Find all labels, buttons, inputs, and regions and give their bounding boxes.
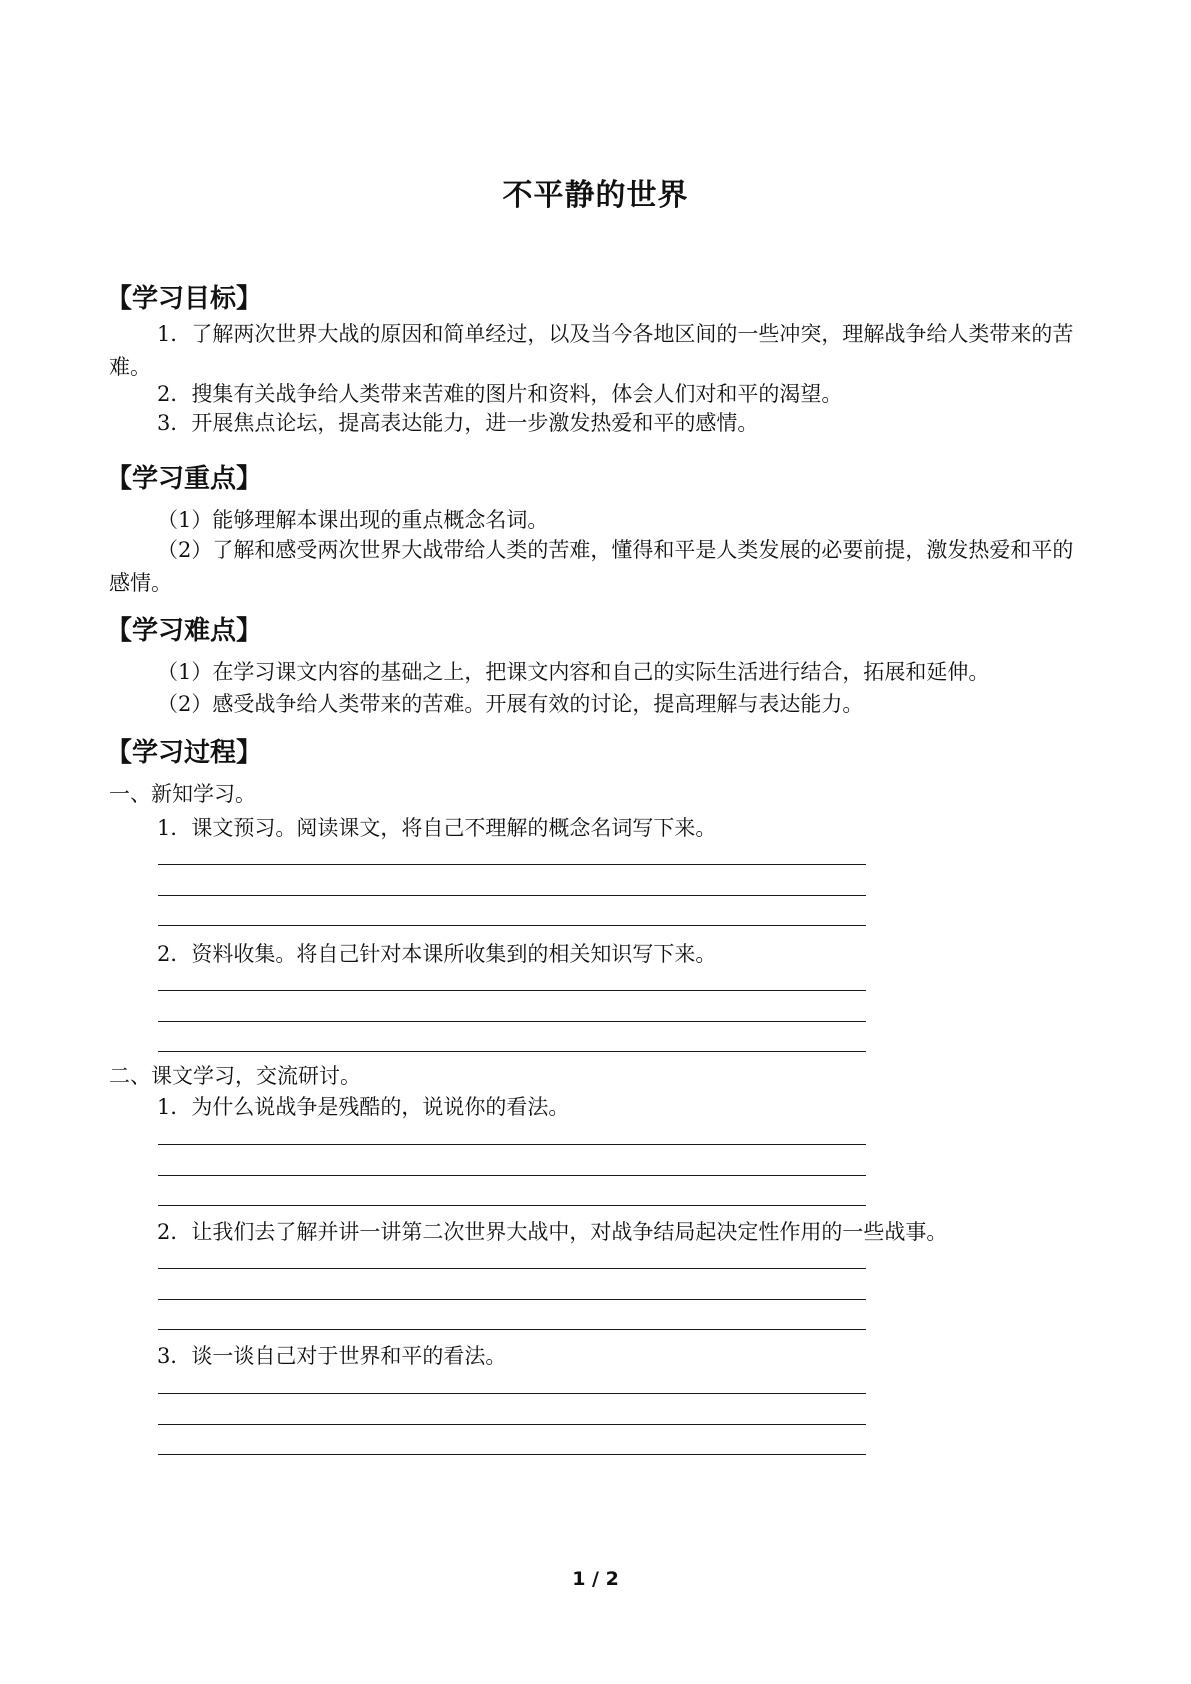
part2-question-1: 1．为什么说战争是残酷的，说说你的看法。: [157, 1095, 570, 1119]
heading-difficulties: 【学习难点】: [106, 616, 263, 646]
part2-title: 二、课文学习，交流研讨。: [109, 1064, 361, 1088]
key-point-1: （1）能够理解本课出现的重点概念名词。: [157, 508, 549, 532]
heading-key-points: 【学习重点】: [106, 464, 263, 494]
answer-line[interactable]: [158, 1268, 866, 1269]
part1-question-2: 2．资料收集。将自己针对本课所收集到的相关知识写下来。: [157, 942, 717, 966]
key-point-2: （2）了解和感受两次世界大战带给人类的苦难，懂得和平是人类发展的必要前提，激发热爱和平的感情。: [109, 538, 1074, 595]
answer-line[interactable]: [158, 1205, 866, 1206]
part2-question-3: 3．谈一谈自己对于世界和平的看法。: [157, 1344, 507, 1368]
answer-line[interactable]: [158, 1424, 866, 1425]
answer-line[interactable]: [158, 1051, 866, 1052]
answer-line[interactable]: [158, 1454, 866, 1455]
answer-line[interactable]: [158, 895, 866, 896]
difficulty-2: （2）感受战争给人类带来的苦难。开展有效的讨论，提高理解与表达能力。: [157, 692, 864, 716]
answer-line[interactable]: [158, 1299, 866, 1300]
answer-line[interactable]: [158, 925, 866, 926]
goal-item-2: 2．搜集有关战争给人类带来苦难的图片和资料，体会人们对和平的渴望。: [157, 382, 843, 406]
part2-question-2: 2．让我们去了解并讲一讲第二次世界大战中，对战争结局起决定性作用的一些战事。: [157, 1220, 948, 1244]
heading-goals: 【学习目标】: [106, 284, 263, 314]
answer-line[interactable]: [158, 1021, 866, 1022]
page-title: 不平静的世界: [502, 178, 689, 213]
goal-item-1: 1．了解两次世界大战的原因和简单经过，以及当今各地区间的一些冲突，理解战争给人类带来的苦难。: [109, 322, 1074, 379]
answer-line[interactable]: [158, 1329, 866, 1330]
heading-process: 【学习过程】: [106, 738, 263, 768]
part1-question-1: 1．课文预习。阅读课文，将自己不理解的概念名词写下来。: [157, 816, 717, 840]
answer-line[interactable]: [158, 1144, 866, 1145]
answer-line[interactable]: [158, 1175, 866, 1176]
difficulty-1: （1）在学习课文内容的基础之上，把课文内容和自己的实际生活进行结合，拓展和延伸。: [157, 660, 990, 684]
answer-line[interactable]: [158, 990, 866, 991]
page-number: 1 / 2: [572, 1568, 619, 1590]
goal-item-3: 3．开展焦点论坛，提高表达能力，进一步激发热爱和平的感情。: [157, 411, 759, 435]
part1-title: 一、新知学习。: [109, 782, 256, 806]
answer-line[interactable]: [158, 1393, 866, 1394]
answer-line[interactable]: [158, 864, 866, 865]
